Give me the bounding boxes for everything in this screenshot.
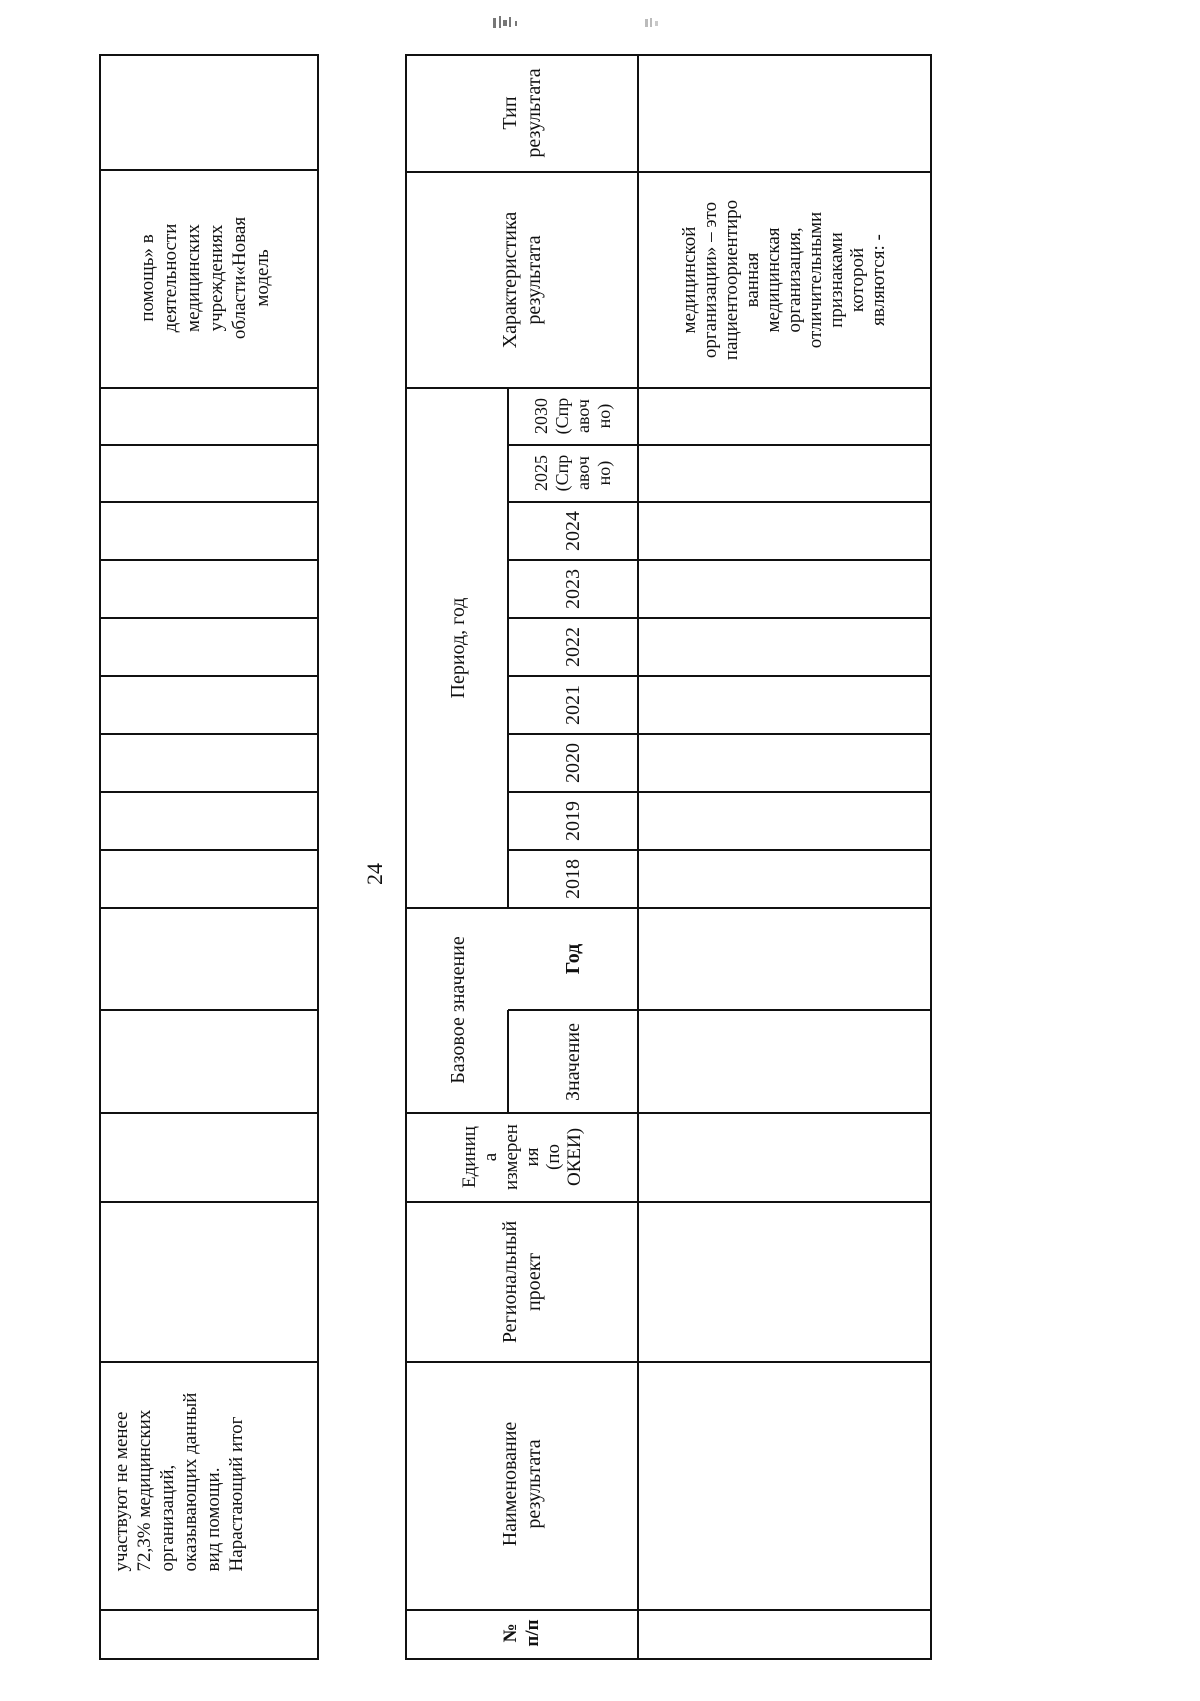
result-title-cell: участвуют не менее 72,3% медицинских организаций, оказывающих данный вид помощи. Нарастающий итог xyxy=(111,1392,247,1572)
header-result-name: Наименование результата xyxy=(499,1421,545,1547)
header-year-2019: 2019 xyxy=(562,801,584,841)
header-year-2022: 2022 xyxy=(562,627,584,667)
header-unit: Единиц а измерен ия (по ОКЕИ) xyxy=(459,1124,585,1190)
scan-artifact xyxy=(0,0,1200,40)
header-base-value-value: Значение xyxy=(562,1022,584,1102)
header-base-value: Базовое значение xyxy=(447,936,469,1084)
header-year-2021: 2021 xyxy=(562,685,584,725)
header-regional-project: Региональный проект xyxy=(499,1220,545,1344)
header-year-2030: 2030 (Спр авоч но) xyxy=(531,397,614,435)
characteristic-cell: медицинской организации» – это пациентоориентиро ванная медицинская организация, отличительными признаками которой являются: - xyxy=(679,199,889,361)
header-year-2018: 2018 xyxy=(562,859,584,899)
header-result-type: Тип результата xyxy=(499,68,545,158)
header-number: № п/п xyxy=(500,1619,543,1647)
header-period: Период, год xyxy=(447,597,469,699)
page-number: 24 xyxy=(362,863,387,885)
header-characteristic: Характеристика результата xyxy=(499,211,545,349)
result-description-cell: помощь» в деятельности медицинских учреждениях области«Новая модель xyxy=(137,216,273,340)
header-base-value-year: Год xyxy=(562,943,584,975)
header-year-2023: 2023 xyxy=(562,569,584,609)
header-year-2024: 2024 xyxy=(562,511,584,551)
header-year-2020: 2020 xyxy=(562,743,584,783)
header-year-2025: 2025 (Спр авоч но) xyxy=(531,454,614,492)
